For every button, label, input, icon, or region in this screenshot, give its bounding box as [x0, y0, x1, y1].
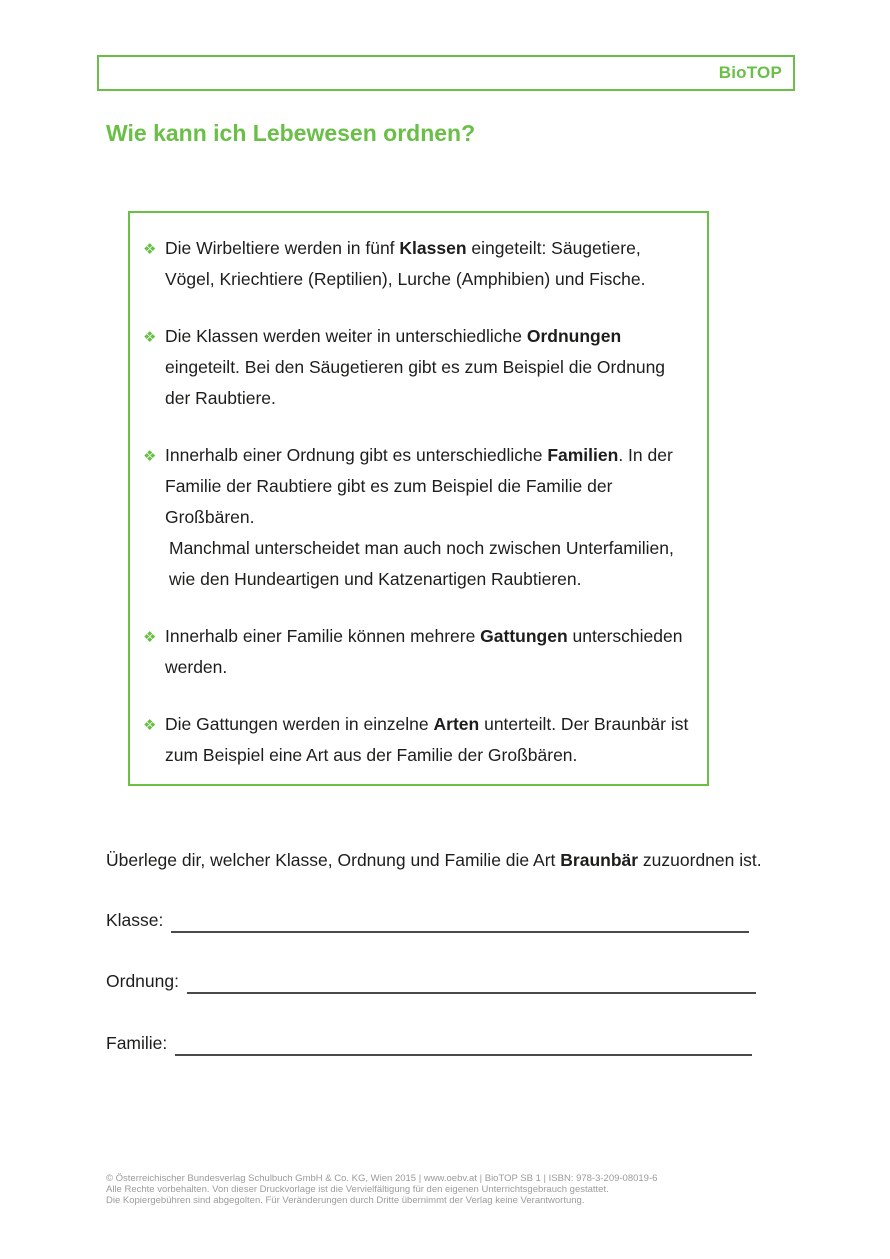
klasse-label: Klasse: — [106, 910, 164, 930]
familie-label: Familie: — [106, 1033, 168, 1053]
bullet-text-pre: Die Wirbeltiere werden in fünf — [165, 238, 400, 258]
bullet-text — [165, 626, 682, 677]
diamond-bullet-icon: ❖ — [143, 629, 157, 646]
field-ordnung — [106, 968, 756, 994]
ordnung-answer-line[interactable] — [187, 968, 756, 994]
bullet-text-post: eingeteilt. Bei den Säugetieren gibt es zum Beispiel die Ordnung der Raubtiere. — [165, 357, 666, 408]
familie-answer-line[interactable] — [175, 1030, 752, 1056]
task-text-post: zuzuordnen ist. — [638, 850, 762, 870]
bullet-klassen — [143, 233, 689, 295]
diamond-bullet-icon: ❖ — [143, 717, 157, 734]
footer-line-rights: Alle Rechte vorbehalten. Von dieser Druckvorlage ist die Vervielfältigung für den eigenen Unterrichtsgebrauch gestattet. — [106, 1184, 609, 1195]
diamond-bullet-icon: ❖ — [143, 329, 157, 346]
bullet-text — [165, 445, 673, 527]
bullet-text-pre: Die Gattungen werden in einzelne — [165, 714, 434, 734]
bullet-familien — [143, 440, 689, 595]
bullet-gattungen — [143, 621, 689, 683]
header-box — [97, 55, 795, 91]
bullet-text — [165, 714, 688, 765]
diamond-bullet-icon: ❖ — [143, 241, 157, 258]
bullet-note: Manchmal unterscheidet man auch noch zwischen Unterfamilien, wie den Hundeartigen und Katzenartigen Raubtieren. — [169, 538, 674, 589]
footer-imprint — [106, 1173, 806, 1206]
bullet-text-post: . In der Familie der Raubtiere gibt es zum Beispiel die Familie der Großbären. — [165, 445, 673, 527]
bullet-arten — [143, 709, 689, 771]
bullet-keyword: Ordnungen — [526, 326, 622, 346]
bullet-text — [165, 326, 665, 408]
page-title: Wie kann ich Lebewesen ordnen? — [106, 120, 476, 146]
bullet-text-pre: Die Klassen werden weiter in unterschiedliche — [165, 326, 527, 346]
info-box — [128, 211, 709, 786]
bullet-text-post: unterschieden werden. — [165, 626, 683, 677]
bullet-keyword: Arten — [433, 714, 480, 734]
footer-line-liability: Die Kopiergebühren sind abgegolten. Für Veränderungen durch Dritte übernimmt der Verlag keine Verantwortung. — [106, 1195, 585, 1206]
bullet-text-post: unterteilt. Der Braunbär ist zum Beispiel eine Art aus der Familie der Großbären. — [165, 714, 689, 765]
task-keyword: Braunbär — [560, 850, 639, 870]
field-klasse — [106, 907, 749, 933]
bullet-ordnungen — [143, 321, 689, 414]
bullet-text — [165, 238, 646, 289]
footer-line-copyright: © Österreichischer Bundesverlag Schulbuch GmbH & Co. KG, Wien 2015 | www.oebv.at | BioTOP SB 1 | ISBN: 978-3-209-08019-6 — [106, 1173, 658, 1184]
bullet-text-post: eingeteilt: Säugetiere, Vögel, Kriechtiere (Reptilien), Lurche (Amphibien) und Fische. — [165, 238, 646, 289]
task-instruction — [106, 849, 846, 871]
task-text-pre: Überlege dir, welcher Klasse, Ordnung und Familie die Art — [106, 850, 561, 870]
ordnung-label: Ordnung: — [106, 971, 179, 991]
diamond-bullet-icon: ❖ — [143, 448, 157, 465]
brand-logo: BioTOP — [718, 63, 782, 82]
klasse-answer-line[interactable] — [171, 907, 749, 933]
bullet-keyword: Klassen — [399, 238, 467, 258]
bullet-text-pre: Innerhalb einer Ordnung gibt es unterschiedliche — [165, 445, 548, 465]
field-familie — [106, 1030, 752, 1056]
bullet-text-pre: Innerhalb einer Familie können mehrere — [165, 626, 481, 646]
bullet-keyword: Gattungen — [480, 626, 568, 646]
bullet-keyword: Familien — [547, 445, 619, 465]
